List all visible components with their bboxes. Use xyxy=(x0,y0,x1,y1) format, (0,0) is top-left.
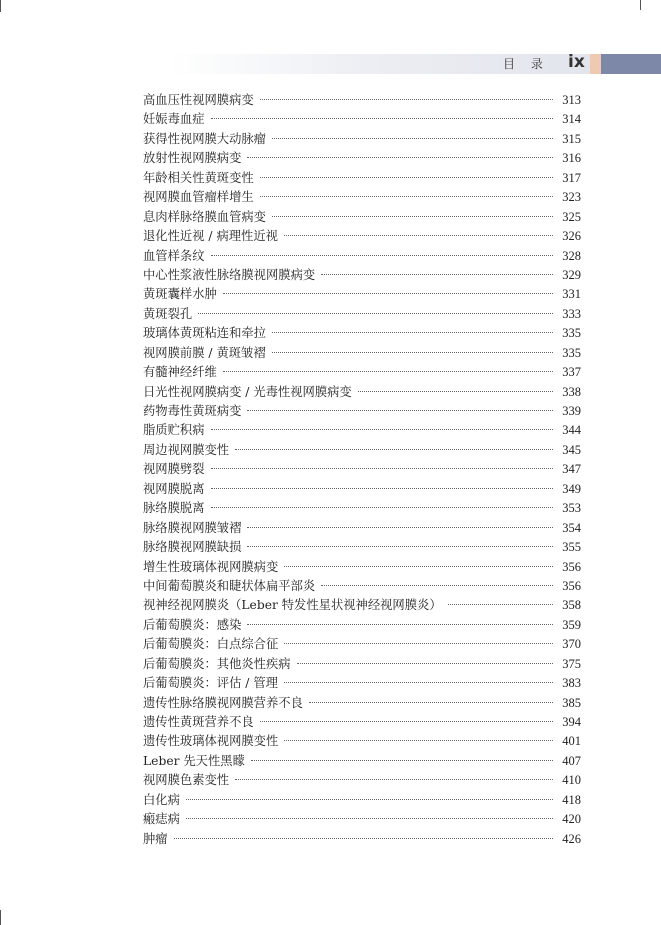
toc-entry xyxy=(143,577,581,596)
toc-entry xyxy=(143,227,581,246)
toc-entry-page: 331 xyxy=(562,287,581,302)
toc-entry-title: 遗传性脉络膜视网膜营养不良 xyxy=(143,695,303,710)
crop-mark-top-right xyxy=(640,0,641,10)
toc-entry xyxy=(143,402,581,421)
toc-entry xyxy=(143,480,581,499)
toc-entry-page: 338 xyxy=(562,384,581,399)
dot-leader xyxy=(186,799,553,800)
toc-entry xyxy=(143,596,581,615)
dot-leader xyxy=(272,332,553,333)
toc-entry-title: 中间葡萄膜炎和睫状体扁平部炎 xyxy=(143,578,316,593)
toc-entry-title: 增生性玻璃体视网膜病变 xyxy=(143,559,279,574)
toc-entry-title: 视网膜色素变性 xyxy=(143,773,230,788)
toc-entry xyxy=(143,499,581,518)
toc-entry xyxy=(143,732,581,751)
dot-leader xyxy=(309,702,553,703)
header-accent-light xyxy=(590,54,601,74)
toc-entry-title: 日光性视网膜病变 / 光毒性视网膜病变 xyxy=(143,384,352,399)
toc-entry xyxy=(143,188,581,207)
toc-entry-title: 有髓神经纤维 xyxy=(143,365,217,380)
toc-entry-page: 329 xyxy=(562,267,581,282)
toc-entry xyxy=(143,558,581,577)
toc-entry-page: 325 xyxy=(562,209,581,224)
toc-entry xyxy=(143,810,581,829)
toc-entry-title: 遗传性玻璃体视网膜变性 xyxy=(143,734,279,749)
dot-leader xyxy=(211,488,554,489)
toc-entry xyxy=(143,674,581,693)
dot-leader xyxy=(211,429,554,430)
toc-entry-title: 黄斑囊样水肿 xyxy=(143,287,217,302)
toc-entry xyxy=(143,713,581,732)
toc-entry-page: 337 xyxy=(562,365,581,380)
dot-leader xyxy=(260,196,553,197)
toc-entry xyxy=(143,752,581,771)
toc-entry-title: 妊娠毒血症 xyxy=(143,112,205,127)
toc-entry-page: 385 xyxy=(562,695,581,710)
toc-entry-title: 黄斑裂孔 xyxy=(143,306,193,321)
dot-leader xyxy=(272,352,553,353)
crop-mark-top-left xyxy=(0,0,1,12)
toc-entry-page: 349 xyxy=(562,481,581,496)
toc-entry xyxy=(143,208,581,227)
toc-entry-page: 354 xyxy=(562,520,581,535)
dot-leader xyxy=(321,274,553,275)
toc-entry-title: 视网膜脱离 xyxy=(143,481,205,496)
crop-mark-bottom-left xyxy=(0,910,1,925)
toc-entry xyxy=(143,441,581,460)
toc-entry-page: 347 xyxy=(562,462,581,477)
toc-entry xyxy=(143,169,581,188)
toc-entry-title: 遗传性黄斑营养不良 xyxy=(143,715,254,729)
header-accent-dark xyxy=(601,54,661,74)
toc-entry xyxy=(143,363,581,382)
toc-entry xyxy=(143,616,581,635)
toc-entry-title: 瘢痣病 xyxy=(143,812,180,827)
toc-entry-page: 328 xyxy=(562,248,581,263)
toc-entry-title: 后葡萄膜炎：感染 xyxy=(143,617,242,632)
dot-leader xyxy=(260,721,553,722)
toc-entry xyxy=(143,421,581,440)
dot-leader xyxy=(260,177,553,178)
dot-leader xyxy=(247,157,553,158)
toc-entry xyxy=(143,538,581,557)
toc-entry xyxy=(143,344,581,363)
toc-entry-page: 394 xyxy=(562,715,581,729)
toc-entry-page: 314 xyxy=(562,112,581,127)
toc-entry-title: 息肉样脉络膜血管病变 xyxy=(143,209,266,224)
toc-entry-page: 383 xyxy=(562,676,581,691)
toc-entry-page: 315 xyxy=(562,131,581,146)
page-number: ix xyxy=(568,52,585,72)
toc-entry-page: 355 xyxy=(562,540,581,555)
toc-entry xyxy=(143,694,581,713)
toc-entry-page: 313 xyxy=(562,93,581,107)
toc-entry-title: 后葡萄膜炎：白点综合征 xyxy=(143,637,279,652)
toc-entry-title: 高血压性视网膜病变 xyxy=(143,93,254,107)
toc-entry-page: 339 xyxy=(562,404,581,418)
toc-entry-title: 中心性浆液性脉络膜视网膜病变 xyxy=(143,267,316,282)
dot-leader xyxy=(247,546,553,547)
toc-entry-title: 获得性视网膜大动脉瘤 xyxy=(143,131,266,146)
toc-entry-page: 356 xyxy=(562,578,581,593)
toc-entry-title: 白化病 xyxy=(143,792,180,807)
toc-entry-title: 血管样条纹 xyxy=(143,248,205,263)
table-of-contents xyxy=(143,91,581,849)
dot-leader xyxy=(223,293,553,294)
dot-leader xyxy=(198,313,553,314)
toc-entry-page: 323 xyxy=(562,190,581,205)
dot-leader xyxy=(272,138,553,139)
dot-leader xyxy=(211,255,554,256)
toc-entry-page: 358 xyxy=(562,598,581,613)
dot-leader xyxy=(321,585,553,586)
toc-entry-page: 426 xyxy=(562,831,581,846)
toc-entry xyxy=(143,130,581,149)
toc-entry-title: 玻璃体黄斑粘连和牵拉 xyxy=(143,326,266,341)
toc-entry-page: 317 xyxy=(562,170,581,185)
dot-leader xyxy=(260,99,553,100)
toc-entry-page: 353 xyxy=(562,501,581,516)
toc-entry-title: Leber 先天性黑矇 xyxy=(143,753,245,768)
toc-entry xyxy=(143,324,581,343)
toc-entry-page: 335 xyxy=(562,326,581,341)
toc-entry-page: 344 xyxy=(562,423,581,438)
toc-entry-page: 345 xyxy=(562,442,581,457)
dot-leader xyxy=(174,838,553,839)
toc-entry-page: 401 xyxy=(562,734,581,749)
toc-entry xyxy=(143,830,581,849)
toc-entry xyxy=(143,771,581,790)
toc-entry xyxy=(143,285,581,304)
section-title: 目 录 xyxy=(503,57,549,71)
toc-entry-page: 418 xyxy=(562,792,581,807)
dot-leader xyxy=(284,740,553,741)
dot-leader xyxy=(284,682,553,683)
toc-entry xyxy=(143,460,581,479)
dot-leader xyxy=(211,507,554,508)
dot-leader xyxy=(251,760,553,761)
toc-entry-title: 视网膜血管瘤样增生 xyxy=(143,190,254,205)
toc-entry-title: 放射性视网膜病变 xyxy=(143,151,242,166)
toc-entry xyxy=(143,247,581,266)
toc-entry-page: 370 xyxy=(562,637,581,652)
toc-entry-page: 407 xyxy=(562,753,581,768)
dot-leader xyxy=(247,410,553,411)
toc-entry xyxy=(143,91,581,110)
toc-entry-title: 退化性近视 / 病理性近视 xyxy=(143,229,278,244)
dot-leader xyxy=(297,663,553,664)
dot-leader xyxy=(247,527,553,528)
toc-entry-page: 333 xyxy=(562,306,581,321)
toc-entry xyxy=(143,791,581,810)
toc-entry xyxy=(143,635,581,654)
toc-entry-page: 410 xyxy=(562,773,581,788)
toc-entry-title: 脉络膜脱离 xyxy=(143,501,205,516)
toc-entry xyxy=(143,655,581,674)
toc-entry xyxy=(143,305,581,324)
header-band xyxy=(170,54,661,74)
toc-entry-page: 326 xyxy=(562,229,581,244)
toc-entry-title: 脉络膜视网膜皱褶 xyxy=(143,520,242,535)
dot-leader xyxy=(284,566,553,567)
toc-entry xyxy=(143,383,581,402)
toc-entry-title: 视神经视网膜炎（Leber 特发性星状视神经视网膜炎） xyxy=(143,598,442,613)
toc-entry-page: 316 xyxy=(562,151,581,166)
dot-leader xyxy=(247,624,553,625)
toc-entry xyxy=(143,519,581,538)
dot-leader xyxy=(211,118,554,119)
toc-entry-title: 视网膜前膜 / 黄斑皱褶 xyxy=(143,345,266,360)
dot-leader xyxy=(235,779,553,780)
toc-entry-title: 年龄相关性黄斑变性 xyxy=(143,170,254,185)
toc-entry-page: 356 xyxy=(562,559,581,574)
dot-leader xyxy=(211,468,554,469)
dot-leader xyxy=(235,449,553,450)
toc-entry-page: 375 xyxy=(562,656,581,671)
toc-entry-title: 肿瘤 xyxy=(143,831,168,846)
toc-entry-title: 脂质贮积病 xyxy=(143,423,205,438)
dot-leader xyxy=(284,235,553,236)
toc-entry-title: 后葡萄膜炎：评估 / 管理 xyxy=(143,676,278,691)
dot-leader xyxy=(284,643,553,644)
toc-entry-title: 药物毒性黄斑病变 xyxy=(143,404,242,418)
toc-entry-title: 周边视网膜变性 xyxy=(143,442,230,457)
toc-entry xyxy=(143,149,581,168)
dot-leader xyxy=(272,216,553,217)
toc-entry-title: 脉络膜视网膜缺损 xyxy=(143,540,242,555)
toc-entry-page: 420 xyxy=(562,812,581,827)
toc-entry-page: 359 xyxy=(562,617,581,632)
toc-entry xyxy=(143,110,581,129)
dot-leader xyxy=(448,604,553,605)
toc-entry xyxy=(143,266,581,285)
toc-entry-title: 视网膜劈裂 xyxy=(143,462,205,477)
dot-leader xyxy=(223,371,553,372)
dot-leader xyxy=(186,818,553,819)
toc-entry-page: 335 xyxy=(562,345,581,360)
dot-leader xyxy=(358,391,553,392)
toc-entry-title: 后葡萄膜炎：其他炎性疾病 xyxy=(143,656,291,671)
